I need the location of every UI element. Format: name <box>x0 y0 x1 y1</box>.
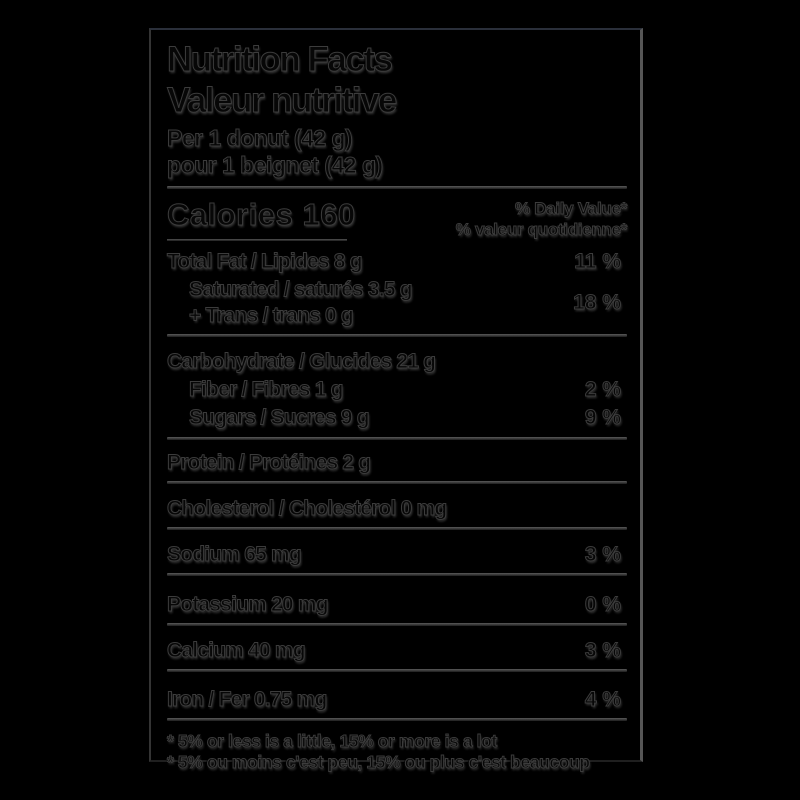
footnotes <box>167 731 627 772</box>
daily-value-header-en: % Daily Value* <box>514 199 627 218</box>
nutrient-label: Iron / Fer 0.75 mg <box>167 688 327 711</box>
nutrient-label: Fiber / Fibres 1 g <box>189 378 343 401</box>
title-fr: Valeur nutritive <box>167 81 396 120</box>
nutrient-daily-value: 4 % <box>584 688 621 711</box>
row-sugars <box>167 405 627 431</box>
row-iron <box>167 687 627 713</box>
footnote-fr: * 5% ou moins c'est peu, 15% ou plus c'est beaucoup <box>167 752 590 772</box>
calories-value: Calories 160 <box>167 197 356 232</box>
calories-underline <box>167 239 347 241</box>
nutrient-daily-value: 2 % <box>584 378 621 401</box>
nutrient-label: Calcium 40 mg <box>167 639 305 662</box>
divider-header <box>167 186 627 189</box>
divider <box>167 527 627 530</box>
nutrient-label: + Trans / trans 0 g <box>189 304 353 327</box>
daily-value-header <box>456 198 627 240</box>
saturated-trans-labels <box>167 277 412 329</box>
footnote-en: * 5% or less is a little, 15% or more is a lot <box>167 731 497 751</box>
serving-size-fr: pour 1 beignet (42 g) <box>167 152 383 178</box>
row-protein <box>167 450 627 476</box>
nutrient-daily-value: 3 % <box>584 639 621 662</box>
row-total-fat <box>167 249 627 275</box>
nutrition-facts-label <box>149 28 643 772</box>
nutrient-label: Sodium 65 mg <box>167 543 301 566</box>
divider <box>167 669 627 672</box>
nutrient-label: Protein / Protéines 2 g <box>167 451 371 474</box>
row-fiber <box>167 377 627 403</box>
serving-size-en: Per 1 donut (42 g) <box>167 125 353 151</box>
row-carbohydrate <box>167 349 627 375</box>
row-potassium <box>167 592 627 618</box>
nutrient-daily-value: 3 % <box>584 543 621 566</box>
row-calcium <box>167 638 627 664</box>
nutrient-label: Sugars / Sucres 9 g <box>189 406 369 429</box>
nutrient-label: Total Fat / Lipides 8 g <box>167 250 362 273</box>
nutrient-label: Saturated / saturés 3.5 g <box>189 278 412 301</box>
row-cholesterol <box>167 496 627 522</box>
nutrient-daily-value: 18 % <box>573 291 621 314</box>
nutrient-daily-value: 0 % <box>584 593 621 616</box>
divider <box>167 623 627 626</box>
divider <box>167 437 627 440</box>
nutrient-label: Potassium 20 mg <box>167 593 328 616</box>
divider <box>167 718 627 721</box>
row-sodium <box>167 542 627 568</box>
title-en: Nutrition Facts <box>167 40 392 79</box>
nutrient-label: Carbohydrate / Glucides 21 g <box>167 350 436 373</box>
divider <box>167 573 627 576</box>
daily-value-header-fr: % valeur quotidienne* <box>455 220 627 239</box>
nutrient-daily-value: 11 % <box>574 250 621 273</box>
row-saturated-trans <box>167 277 627 329</box>
nutrient-label: Cholesterol / Cholestérol 0 mg <box>167 497 447 520</box>
nutrient-daily-value: 9 % <box>584 406 621 429</box>
calories-block <box>167 198 356 241</box>
divider <box>167 481 627 484</box>
calories-section <box>167 198 627 241</box>
divider <box>167 334 627 337</box>
